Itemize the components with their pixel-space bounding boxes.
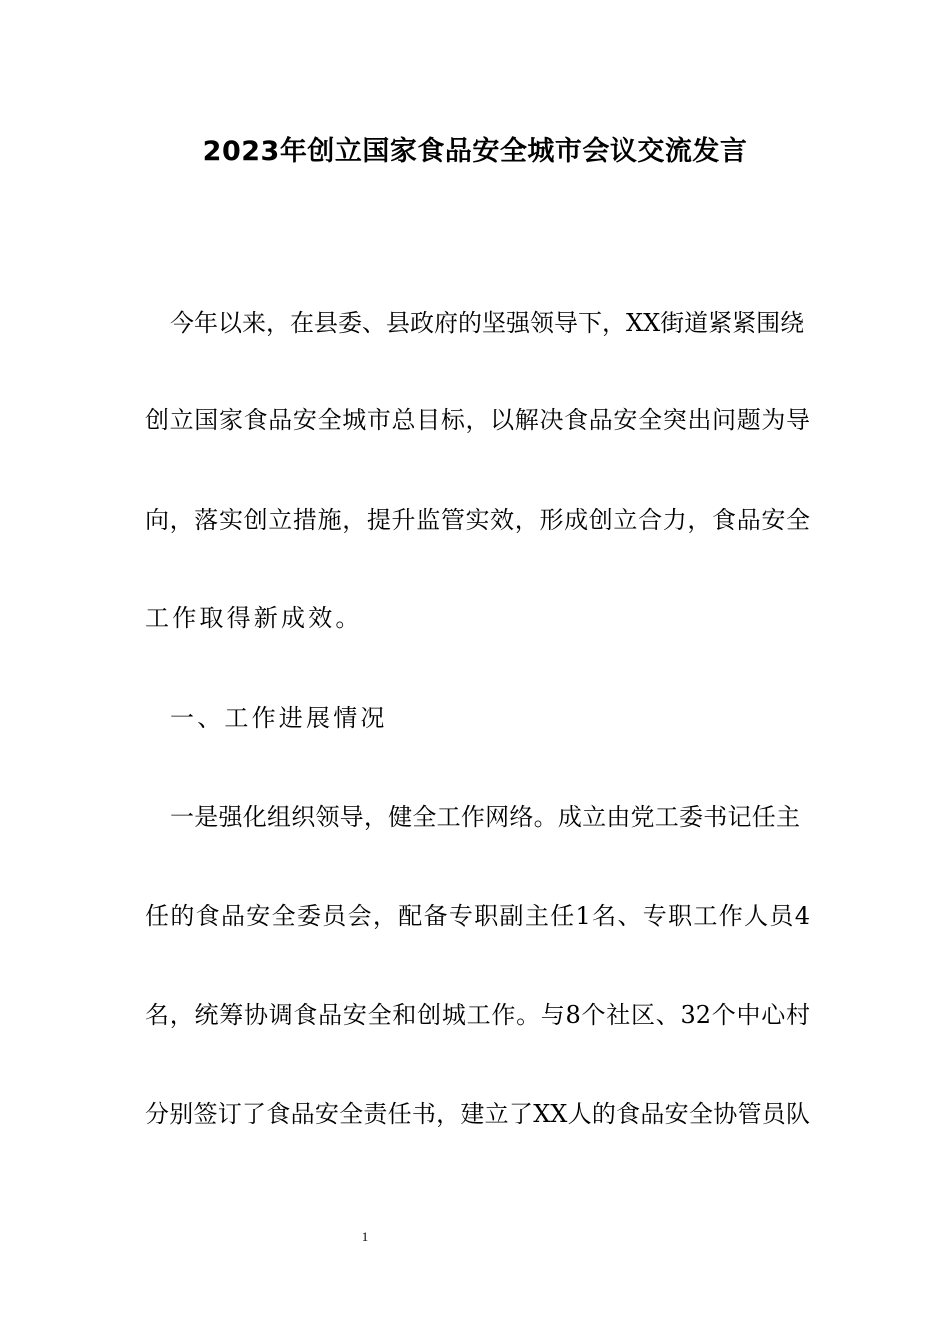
paragraph-line: 今年以来，在县委、县政府的坚强领导下，XX街道紧紧围绕 bbox=[170, 309, 805, 337]
paragraph-line: 创立国家食品安全城市总目标，以解决食品安全突出问题为导 bbox=[145, 406, 810, 434]
paragraph-line: 任的食品安全委员会，配备专职副主任1名、专职工作人员4 bbox=[145, 902, 810, 930]
paragraph-line: 一是强化组织领导，健全工作网络。成立由党工委书记任主 bbox=[170, 803, 800, 831]
page-number: 1 bbox=[361, 1229, 369, 1244]
paragraph-line: 名，统筹协调食品安全和创城工作。与8个社区、32个中心村 bbox=[145, 1001, 810, 1029]
paragraph-line: 分别签订了食品安全责任书，建立了XX人的食品安全协管员队 bbox=[145, 1100, 810, 1128]
paragraph-line: 工作取得新成效。 bbox=[145, 604, 363, 632]
paragraph-line: 向，落实创立措施，提升监管实效，形成创立合力，食品安全 bbox=[145, 506, 810, 534]
section-heading: 一、工作进展情况 bbox=[170, 704, 388, 732]
document-title: 2023年创立国家食品安全城市会议交流发言 bbox=[202, 136, 748, 167]
